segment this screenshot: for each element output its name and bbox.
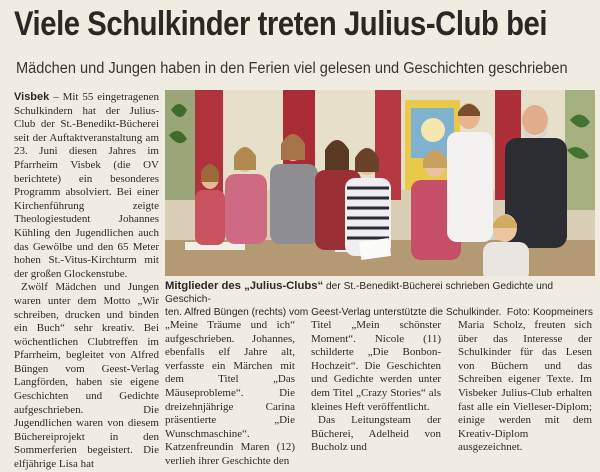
subheadline: Mädchen und Jungen haben in den Ferien viel gelesen und Geschichten geschrieben bbox=[16, 60, 568, 77]
article-paragraph: „Meine Träume und ich“ aufgeschrieben. Johannes, ebenfalls elf Jahre alt, verfasste ein Märchen mit dem Titel „Das Mäuseprobleme“. Die dreizehnjährige Carina präsentierte „Die Wunschmaschine“. Katzenfreundin Maren (12) verlieh ihrer Geschichte den bbox=[165, 319, 295, 467]
article-paragraph: Das Leitungsteam der Bücherei, Adelheid von Bucholz und bbox=[311, 414, 441, 454]
headline: Viele Schulkinder treten Julius-Club bei bbox=[14, 5, 548, 43]
article-column-right bbox=[458, 319, 592, 455]
photo-credit: Foto: Koopmeiners bbox=[506, 306, 593, 318]
caption-text-continued: ten. Alfred Büngen (rechts) vom Geest-Verlag unterstützte die Schulkinder. bbox=[165, 306, 502, 318]
article-paragraph bbox=[14, 91, 159, 281]
group-photo-image bbox=[165, 90, 595, 276]
caption-lead: Mitglieder des „Julius-Clubs“ bbox=[165, 280, 324, 292]
photo-caption bbox=[165, 280, 593, 319]
group-photo bbox=[165, 90, 595, 276]
dateline: Visbek bbox=[14, 91, 50, 103]
article-column-left bbox=[14, 91, 159, 472]
caption-text: der St.-Benedikt-Bücherei schrieben Gedichte und Geschich- bbox=[165, 281, 554, 305]
paragraph-text: – Mit 55 eingetragenen Schulkindern hat der Julius-Club der St.-Benedikt-Bücherei seit der Auftaktveranstaltung am 23. Juni diesen Jahres im Pfarrheim Visbek (die OV berichtete) ein besonderes Programm absolviert. Bei einer Kirchenführung zeigte Theologiestudent Johannes Kühling den Jugendlichen auch das Gewölbe und den 65 Meter hohen St.-Vitus-Kirchturm mit der großen Glockenstube. bbox=[14, 91, 159, 280]
article-paragraph: Maria Scholz, freuten sich über das Interesse der Schulkinder für das Lesen von Büchern und das Schreiben eigener Texte. Im Visbeker Julius-Club erhalten fast alle ein Vielleser-Diplom; einige werden mit dem Kreativ-Diplom ausgezeichnet. bbox=[458, 319, 592, 454]
article-column-middle-2 bbox=[311, 319, 441, 455]
article-paragraph: Titel „Mein schönster Moment“. Nicole (11) schilderte „Die Bonbon-Hochzeit“. Die Geschichten und Gedichte werden unter dem Titel „Crazy Stories“ als kleines Heft veröffentlicht. bbox=[311, 319, 441, 413]
article-column-middle-1 bbox=[165, 319, 295, 469]
article-paragraph: Zwölf Mädchen und Jungen waren unter dem Motto „Wir schreiben, drucken und binden ein Buch“ sehr kreativ. Bei wöchentlichen Clubtreffen im Pfarrheim, begleitet von Alfred Büngen vom Geest-Verlag Langförden, haben sie eigene Geschichten und Gedichte aufgeschrieben. Die Jugendlichen waren von diesem Büchereiprojekt in den Sommerferien begeistert. Die elfjährige Lisa hat bbox=[14, 281, 159, 471]
